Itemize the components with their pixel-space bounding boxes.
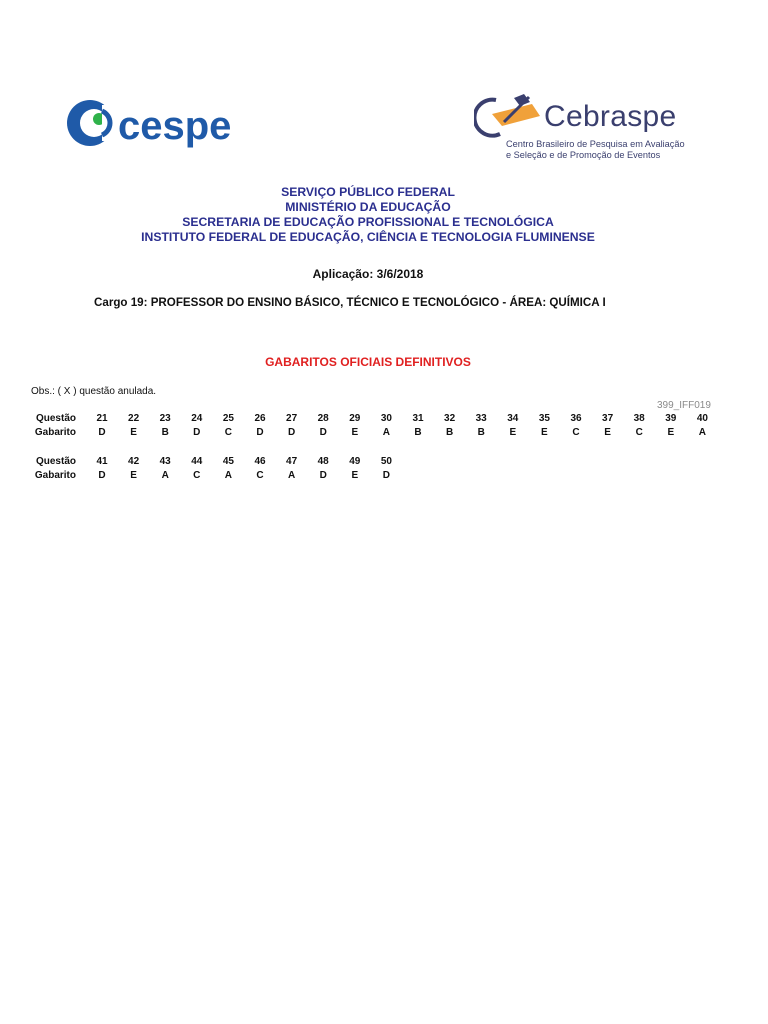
question-number: 49 (349, 456, 361, 467)
question-number: 36 (570, 413, 582, 424)
cebraspe-subtitle-2: e Seleção e de Promoção de Eventos (506, 150, 661, 160)
answer-row-label: Gabarito (34, 427, 76, 438)
question-number: 50 (380, 456, 392, 467)
answer-letter: E (541, 427, 548, 438)
cebraspe-subtitle-1: Centro Brasileiro de Pesquisa em Avaliação (506, 139, 685, 149)
question-number: 27 (286, 413, 298, 424)
header-line-3: SECRETARIA DE EDUCAÇÃO PROFISSIONAL E TECNOLÓGICA (182, 215, 554, 229)
cespe-logo (66, 97, 256, 149)
question-number: 34 (507, 413, 519, 424)
question-number: 41 (96, 456, 108, 467)
answer-letter: A (698, 427, 706, 438)
answer-letter: A (224, 470, 232, 481)
answer-letter: B (161, 427, 169, 438)
question-number: 45 (222, 456, 234, 467)
question-number: 35 (538, 413, 550, 424)
answer-letter: B (445, 427, 454, 438)
cebraspe-logo-mark (474, 92, 544, 140)
answer-letter: D (319, 427, 327, 438)
cespe-logo-mark (66, 97, 256, 149)
question-number: 46 (254, 456, 266, 467)
answer-letter: E (130, 427, 137, 438)
header-line-1: SERVIÇO PÚBLICO FEDERAL (281, 185, 455, 199)
question-number: 28 (317, 413, 329, 424)
exam-code: 399_IFF019 (657, 400, 711, 411)
question-number: 48 (317, 456, 329, 467)
answer-letter: C (193, 470, 201, 481)
question-number: 30 (380, 413, 392, 424)
answer-letter: B (414, 427, 422, 438)
question-number: 40 (696, 413, 708, 424)
question-number: 31 (412, 413, 424, 424)
answer-letter: E (604, 427, 611, 438)
question-number: 44 (191, 456, 203, 467)
question-number: 43 (159, 456, 171, 467)
answer-key-title: GABARITOS OFICIAIS DEFINITIVOS (265, 355, 471, 369)
answer-letter: A (382, 427, 390, 438)
answer-letter: D (287, 427, 296, 438)
question-number: 38 (633, 413, 645, 424)
cebraspe-logo (474, 92, 699, 162)
question-number: 29 (349, 413, 361, 424)
question-number: 22 (128, 413, 140, 424)
question-number: 42 (128, 456, 140, 467)
answer-letter: C (224, 427, 232, 438)
answer-letter: C (635, 427, 643, 438)
question-number: 37 (602, 413, 614, 424)
answer-letter: B (477, 427, 485, 438)
answer-letter: C (572, 427, 580, 438)
answer-letter: D (256, 427, 264, 438)
answer-letter: E (130, 470, 137, 481)
header-line-4: INSTITUTO FEDERAL DE EDUCAÇÃO, CIÊNCIA E TECNOLOGIA FLUMINENSE (141, 230, 595, 244)
position-title: Cargo 19: PROFESSOR DO ENSINO BÁSICO, TÉCNICO E TECNOLÓGICO - ÁREA: QUÍMICA I (94, 296, 606, 309)
answer-letter: D (98, 427, 106, 438)
answer-letter: C (256, 470, 264, 481)
question-number: 24 (191, 413, 203, 424)
question-number: 32 (444, 413, 456, 424)
application-date: Aplicação: 3/6/2018 (312, 267, 424, 281)
question-number: 25 (222, 413, 234, 424)
question-row-label: Questão (35, 456, 76, 467)
answer-letter: A (287, 470, 296, 481)
header-line-2: MINISTÉRIO DA EDUCAÇÃO (285, 200, 451, 214)
question-row-label: Questão (35, 413, 76, 424)
answer-row-label: Gabarito (34, 470, 76, 481)
answer-letter: D (98, 470, 106, 481)
answer-letter: D (319, 470, 327, 481)
question-number: 33 (475, 413, 487, 424)
question-number: 47 (286, 456, 298, 467)
answer-letter: E (351, 470, 359, 481)
annulled-note: Obs.: ( X ) questão anulada. (31, 386, 157, 397)
question-number: 26 (254, 413, 266, 424)
answer-letter: D (382, 470, 390, 481)
institution-header (0, 185, 736, 245)
answer-letter: E (351, 427, 359, 438)
question-number: 23 (159, 413, 171, 424)
answer-letter: A (161, 470, 169, 481)
answer-letter: D (193, 427, 201, 438)
cebraspe-logo-text: Cebraspe (544, 100, 677, 133)
question-number: 21 (96, 413, 108, 424)
question-number: 39 (665, 413, 677, 424)
answer-letter: E (509, 427, 517, 438)
cespe-logo-text: cespe (118, 104, 232, 148)
answer-letter: E (667, 427, 675, 438)
